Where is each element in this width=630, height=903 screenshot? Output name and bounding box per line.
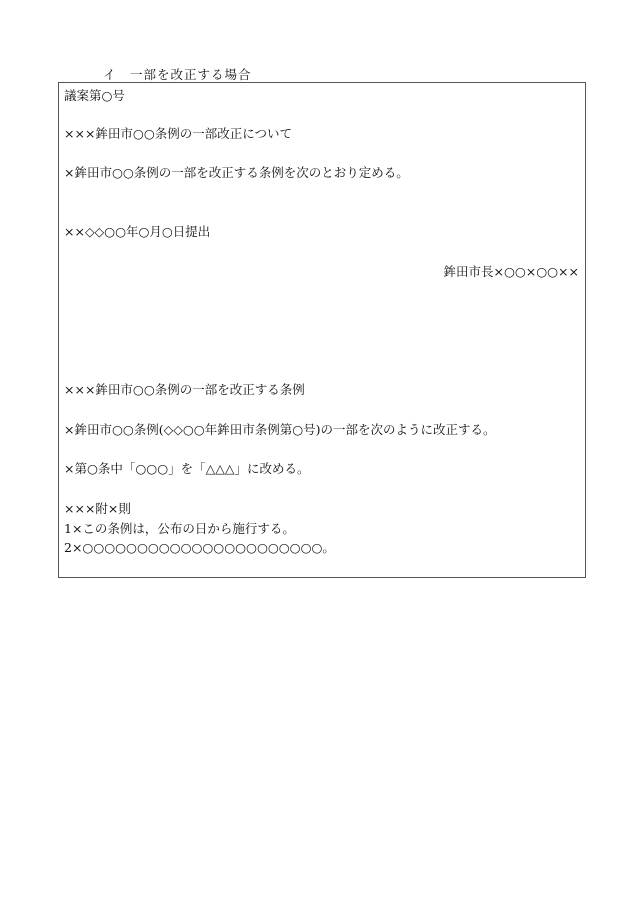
section-heading: イ 一部を改正する場合 xyxy=(103,67,252,82)
ordinance-body: ×鉾田市○○条例(◇◇○○年鉾田市条例第○号)の一部を次のように改正する。 xyxy=(64,422,496,437)
bill-number: 議案第○号 xyxy=(64,88,125,103)
supplementary-provision-1: 1×この条例は，公布の日から施行する。 xyxy=(64,521,295,536)
amendment-clause: ×第○条中「○○○」を「△△△」に改める。 xyxy=(64,461,310,476)
submission-date: ××◇◇○○年○月○日提出 xyxy=(64,224,211,239)
submitter-name: 鉾田市長×○○×○○×× xyxy=(443,264,579,279)
ordinance-title: ×××鉾田市○○条例の一部を改正する条例 xyxy=(64,382,305,397)
supplementary-provision-2: 2×○○○○○○○○○○○○○○○○○○○○○○。 xyxy=(64,540,335,555)
document-frame xyxy=(58,82,586,578)
proposal-text: ×鉾田市○○条例の一部を改正する条例を次のとおり定める。 xyxy=(64,165,409,180)
supplementary-heading: ×××附×則 xyxy=(64,501,131,516)
subject-title: ×××鉾田市○○条例の一部改正について xyxy=(64,126,292,141)
